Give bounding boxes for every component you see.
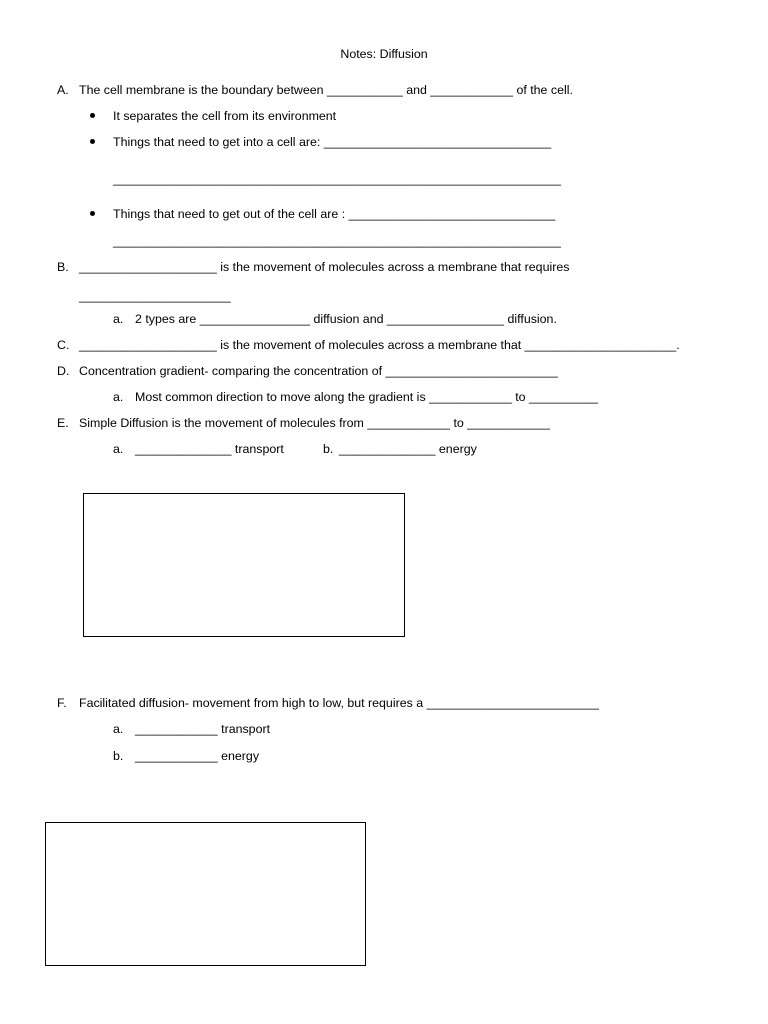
section-d-text: Concentration gradient- comparing the concentration of _________________________ <box>79 364 558 378</box>
section-e-text: Simple Diffusion is the movement of molecules from ____________ to ____________ <box>79 416 550 430</box>
section-f-text: Facilitated diffusion- movement from high to low, but requires a _________________________ <box>79 696 599 710</box>
page-title: Notes: Diffusion <box>340 47 428 61</box>
section-b-sub-a: 2 types are ________________ diffusion and _________________ diffusion. <box>135 312 557 326</box>
section-d-sub-a: Most common direction to move along the gradient is ____________ to __________ <box>135 390 598 404</box>
section-b-sub-a-letter: a. <box>113 312 124 326</box>
section-f-letter: F. <box>57 696 67 710</box>
section-d-letter: D. <box>57 364 70 378</box>
section-a-letter: A. <box>57 83 69 97</box>
section-a-text: The cell membrane is the boundary between ___________ and ____________ of the cell. <box>79 83 573 97</box>
section-c-text: ____________________ is the movement of molecules across a membrane that ______________________. <box>79 338 680 352</box>
section-f-sub-a: ____________ transport <box>135 722 271 736</box>
section-f-sub-b-letter: b. <box>113 749 124 763</box>
bullet-marker <box>90 211 95 216</box>
section-a-bullet-3: Things that need to get out of the cell are : ______________________________ <box>113 207 556 221</box>
section-a-bullet-2-continuation: _________________________________________________________________ <box>113 172 561 186</box>
facilitated-diffusion-drawing-box <box>45 822 366 966</box>
simple-diffusion-drawing-box <box>83 493 405 637</box>
section-b-text-continuation: ______________________ <box>79 289 231 303</box>
section-a-bullet-2: Things that need to get into a cell are: _________________________________ <box>113 135 552 149</box>
section-e-sub-a-letter: a. <box>113 442 124 456</box>
section-e-sub-b: ______________ energy <box>339 442 477 456</box>
section-c-letter: C. <box>57 338 70 352</box>
section-e-letter: E. <box>57 416 69 430</box>
section-f-sub-a-letter: a. <box>113 722 124 736</box>
section-d-sub-a-letter: a. <box>113 390 124 404</box>
section-e-sub-b-letter: b. <box>323 442 334 456</box>
section-a-bullet-1: It separates the cell from its environment <box>113 109 337 123</box>
bullet-marker <box>90 139 95 144</box>
section-a-bullet-3-continuation: _________________________________________________________________ <box>113 234 561 248</box>
section-e-sub-a: ______________ transport <box>135 442 284 456</box>
section-b-letter: B. <box>57 260 69 274</box>
section-f-sub-b: ____________ energy <box>135 749 260 763</box>
section-b-text: ____________________ is the movement of molecules across a membrane that requires <box>79 260 570 274</box>
bullet-marker <box>90 113 95 118</box>
